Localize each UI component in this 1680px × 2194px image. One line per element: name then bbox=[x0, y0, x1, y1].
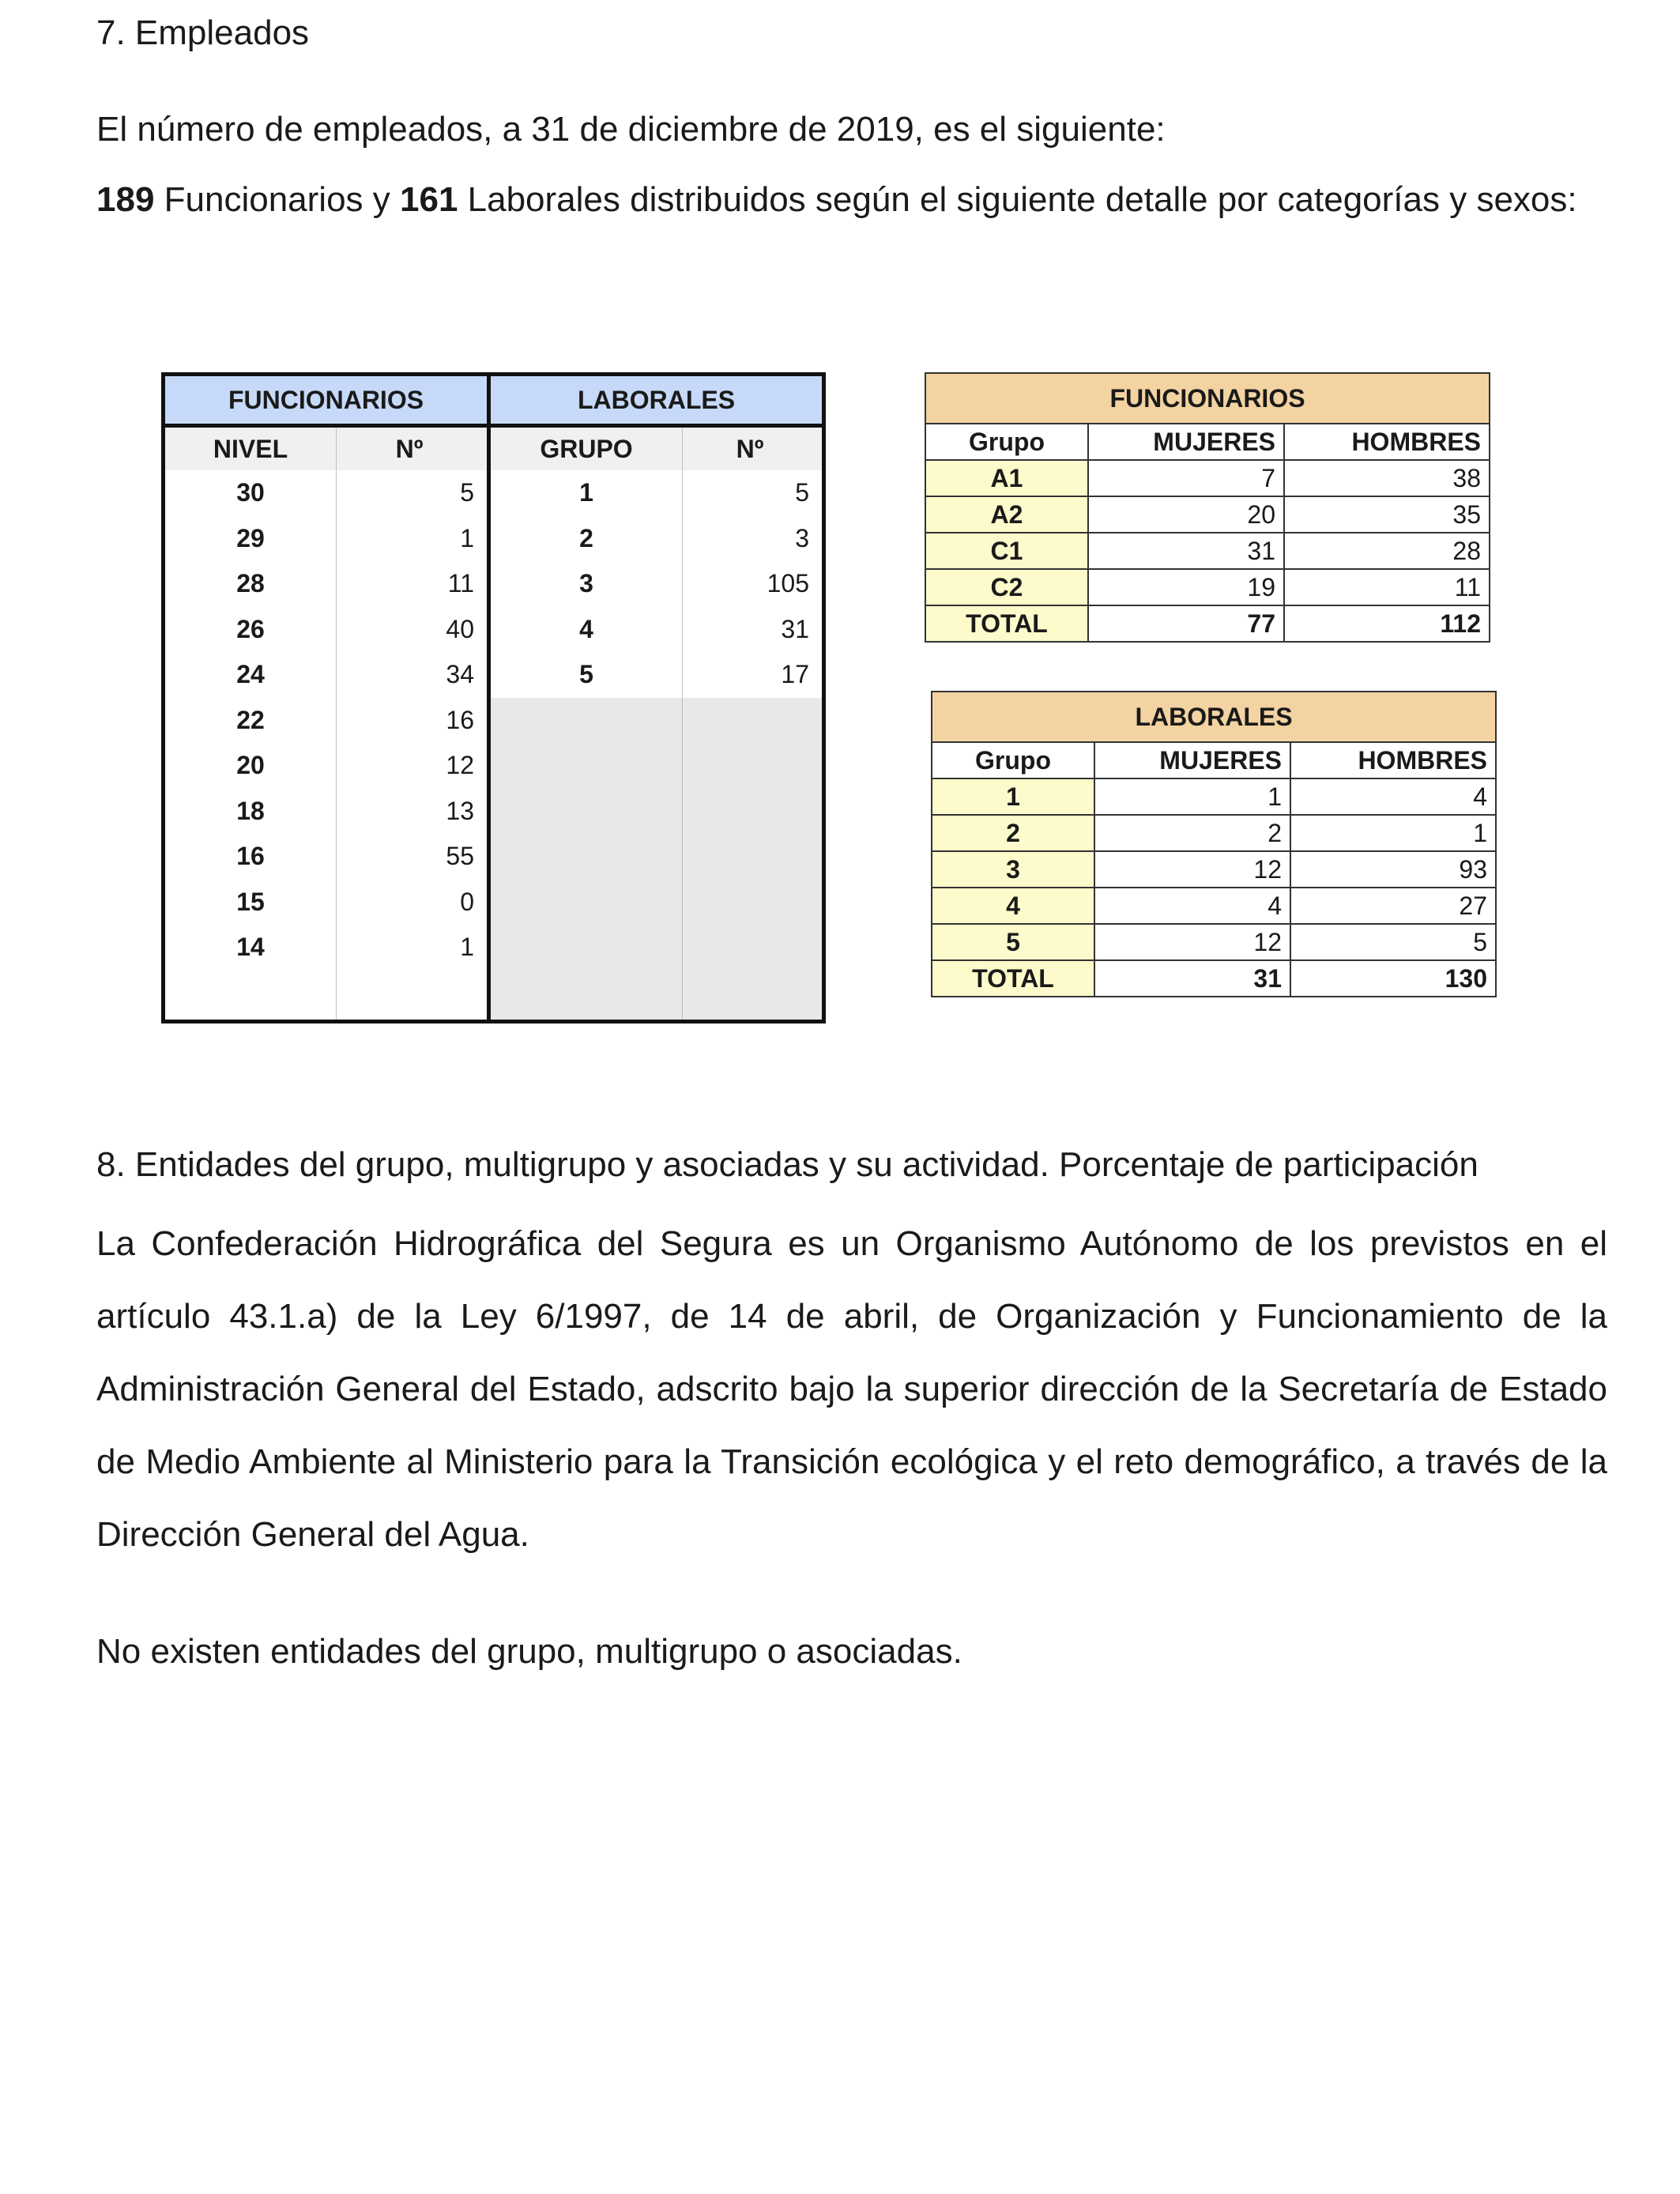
laborales-count: 161 bbox=[400, 180, 458, 219]
table-row bbox=[164, 789, 824, 835]
grupo-num-cell: 3 bbox=[683, 516, 824, 562]
hombres-cell: 4 bbox=[1290, 778, 1496, 815]
col-num-laborales: Nº bbox=[683, 426, 824, 471]
total-mujeres: 31 bbox=[1094, 960, 1290, 997]
col-grupo: Grupo bbox=[932, 742, 1094, 778]
nivel-cell: 14 bbox=[164, 925, 337, 971]
num-cell: 1 bbox=[337, 516, 489, 562]
empty-cell bbox=[683, 971, 824, 1022]
table-row bbox=[932, 851, 1496, 888]
col-nivel: NIVEL bbox=[164, 426, 337, 471]
mujeres-cell: 1 bbox=[1094, 778, 1290, 815]
empty-cell bbox=[683, 834, 824, 880]
nivel-cell: 26 bbox=[164, 607, 337, 653]
num-cell: 5 bbox=[337, 470, 489, 516]
grupo-cell: 2 bbox=[932, 815, 1094, 851]
grupo-cell: 4 bbox=[489, 607, 683, 653]
grupo-cell: A2 bbox=[925, 496, 1088, 533]
grupo-cell: C2 bbox=[925, 569, 1088, 605]
grupo-num-cell: 17 bbox=[683, 652, 824, 698]
table-row bbox=[164, 834, 824, 880]
empty-cell bbox=[683, 789, 824, 835]
col-mujeres: MUJERES bbox=[1088, 424, 1284, 460]
total-hombres: 112 bbox=[1284, 605, 1490, 642]
mujeres-cell: 4 bbox=[1094, 888, 1290, 924]
section-8-closing: No existen entidades del grupo, multigrupo o asociadas. bbox=[96, 1632, 962, 1671]
num-cell: 34 bbox=[337, 652, 489, 698]
grupo-cell: 1 bbox=[489, 470, 683, 516]
empty-cell bbox=[489, 880, 683, 925]
laborales-title: LABORALES bbox=[932, 692, 1496, 742]
funcionarios-title: FUNCIONARIOS bbox=[925, 373, 1490, 424]
total-row bbox=[932, 960, 1496, 997]
num-cell: 0 bbox=[337, 880, 489, 925]
empty-cell bbox=[489, 698, 683, 744]
table-row bbox=[932, 815, 1496, 851]
section-8-paragraph: La Confederación Hidrográfica del Segura es un Organismo Autónomo de los previstos en el artículo 43.1.a) de la Ley 6/1997, de 14 de abril, de Organización y Funcionamiento de la Administración General del Estado, adscrito bajo la superior dirección de la Secretaría de Estado de Medio Ambiente al Ministerio para la Transición ecológica y el reto demográfico, a través de la Dirección General del Agua. bbox=[96, 1224, 1607, 1554]
col-hombres: HOMBRES bbox=[1284, 424, 1490, 460]
grupo-num-cell: 31 bbox=[683, 607, 824, 653]
laborales-header: LABORALES bbox=[489, 375, 824, 426]
num-cell: 12 bbox=[337, 743, 489, 789]
table-row bbox=[932, 888, 1496, 924]
num-cell: 55 bbox=[337, 834, 489, 880]
table-row bbox=[164, 925, 824, 971]
hombres-cell: 35 bbox=[1284, 496, 1490, 533]
table-row bbox=[164, 743, 824, 789]
blank-cell bbox=[337, 971, 489, 1022]
grupo-cell: 4 bbox=[932, 888, 1094, 924]
grupo-cell: A1 bbox=[925, 460, 1088, 496]
section-7-heading: 7. Empleados bbox=[96, 13, 310, 52]
nivel-cell: 20 bbox=[164, 743, 337, 789]
table-row bbox=[164, 561, 824, 607]
empty-cell bbox=[489, 971, 683, 1022]
table-row bbox=[164, 607, 824, 653]
table-row bbox=[164, 652, 824, 698]
num-cell: 13 bbox=[337, 789, 489, 835]
total-label: TOTAL bbox=[925, 605, 1088, 642]
mujeres-cell: 31 bbox=[1088, 533, 1284, 569]
num-cell: 16 bbox=[337, 698, 489, 744]
table-row bbox=[164, 880, 824, 925]
empty-cell bbox=[489, 925, 683, 971]
table-row bbox=[164, 470, 824, 516]
mujeres-cell: 12 bbox=[1094, 851, 1290, 888]
table-row bbox=[925, 460, 1490, 496]
grupo-cell: 5 bbox=[489, 652, 683, 698]
grupo-num-cell: 105 bbox=[683, 561, 824, 607]
funcionarios-header: FUNCIONARIOS bbox=[164, 375, 489, 426]
hombres-cell: 38 bbox=[1284, 460, 1490, 496]
employees-intro: El número de empleados, a 31 de diciembre de 2019, es el siguiente: bbox=[96, 110, 1166, 149]
col-grupo: GRUPO bbox=[489, 426, 683, 471]
nivel-cell: 30 bbox=[164, 470, 337, 516]
total-hombres: 130 bbox=[1290, 960, 1496, 997]
empty-cell bbox=[683, 698, 824, 744]
table-row bbox=[925, 533, 1490, 569]
table-row bbox=[925, 569, 1490, 605]
mujeres-cell: 2 bbox=[1094, 815, 1290, 851]
hombres-cell: 93 bbox=[1290, 851, 1496, 888]
empty-cell bbox=[683, 743, 824, 789]
laborales-sex-table bbox=[931, 691, 1497, 997]
total-mujeres: 77 bbox=[1088, 605, 1284, 642]
grupo-cell: 1 bbox=[932, 778, 1094, 815]
table-row-blank bbox=[164, 971, 824, 1022]
num-cell: 11 bbox=[337, 561, 489, 607]
table-row bbox=[925, 496, 1490, 533]
funcionarios-count: 189 bbox=[96, 180, 155, 219]
empty-cell bbox=[683, 880, 824, 925]
nivel-cell: 15 bbox=[164, 880, 337, 925]
grupo-cell: 5 bbox=[932, 924, 1094, 960]
grupo-cell: 3 bbox=[932, 851, 1094, 888]
col-grupo: Grupo bbox=[925, 424, 1088, 460]
summary-text-2: Laborales distribuidos según el siguiente detalle por categorías y sexos: bbox=[458, 180, 1577, 219]
empty-cell bbox=[489, 834, 683, 880]
num-cell: 1 bbox=[337, 925, 489, 971]
table-row bbox=[164, 698, 824, 744]
table-row bbox=[932, 924, 1496, 960]
mujeres-cell: 19 bbox=[1088, 569, 1284, 605]
empty-cell bbox=[489, 789, 683, 835]
funcionarios-sex-table bbox=[925, 372, 1490, 643]
hombres-cell: 11 bbox=[1284, 569, 1490, 605]
num-cell: 40 bbox=[337, 607, 489, 653]
nivel-cell: 16 bbox=[164, 834, 337, 880]
nivel-cell: 28 bbox=[164, 561, 337, 607]
mujeres-cell: 20 bbox=[1088, 496, 1284, 533]
hombres-cell: 5 bbox=[1290, 924, 1496, 960]
nivel-cell: 22 bbox=[164, 698, 337, 744]
mujeres-cell: 12 bbox=[1094, 924, 1290, 960]
blank-cell bbox=[164, 971, 337, 1022]
col-hombres: HOMBRES bbox=[1290, 742, 1496, 778]
empty-cell bbox=[683, 925, 824, 971]
employees-summary bbox=[96, 178, 1577, 222]
empty-cell bbox=[489, 743, 683, 789]
nivel-grupo-table bbox=[161, 372, 826, 1023]
section-8-heading: 8. Entidades del grupo, multigrupo y asociadas y su actividad. Porcentaje de participación bbox=[96, 1145, 1478, 1184]
nivel-cell: 24 bbox=[164, 652, 337, 698]
nivel-cell: 29 bbox=[164, 516, 337, 562]
total-label: TOTAL bbox=[932, 960, 1094, 997]
table-row bbox=[932, 778, 1496, 815]
grupo-cell: 2 bbox=[489, 516, 683, 562]
grupo-cell: 3 bbox=[489, 561, 683, 607]
col-num-funcionarios: Nº bbox=[337, 426, 489, 471]
grupo-cell: C1 bbox=[925, 533, 1088, 569]
hombres-cell: 1 bbox=[1290, 815, 1496, 851]
hombres-cell: 27 bbox=[1290, 888, 1496, 924]
hombres-cell: 28 bbox=[1284, 533, 1490, 569]
grupo-num-cell: 5 bbox=[683, 470, 824, 516]
mujeres-cell: 7 bbox=[1088, 460, 1284, 496]
table-row bbox=[164, 516, 824, 562]
summary-text-1: Funcionarios y bbox=[154, 180, 400, 219]
col-mujeres: MUJERES bbox=[1094, 742, 1290, 778]
nivel-cell: 18 bbox=[164, 789, 337, 835]
total-row bbox=[925, 605, 1490, 642]
